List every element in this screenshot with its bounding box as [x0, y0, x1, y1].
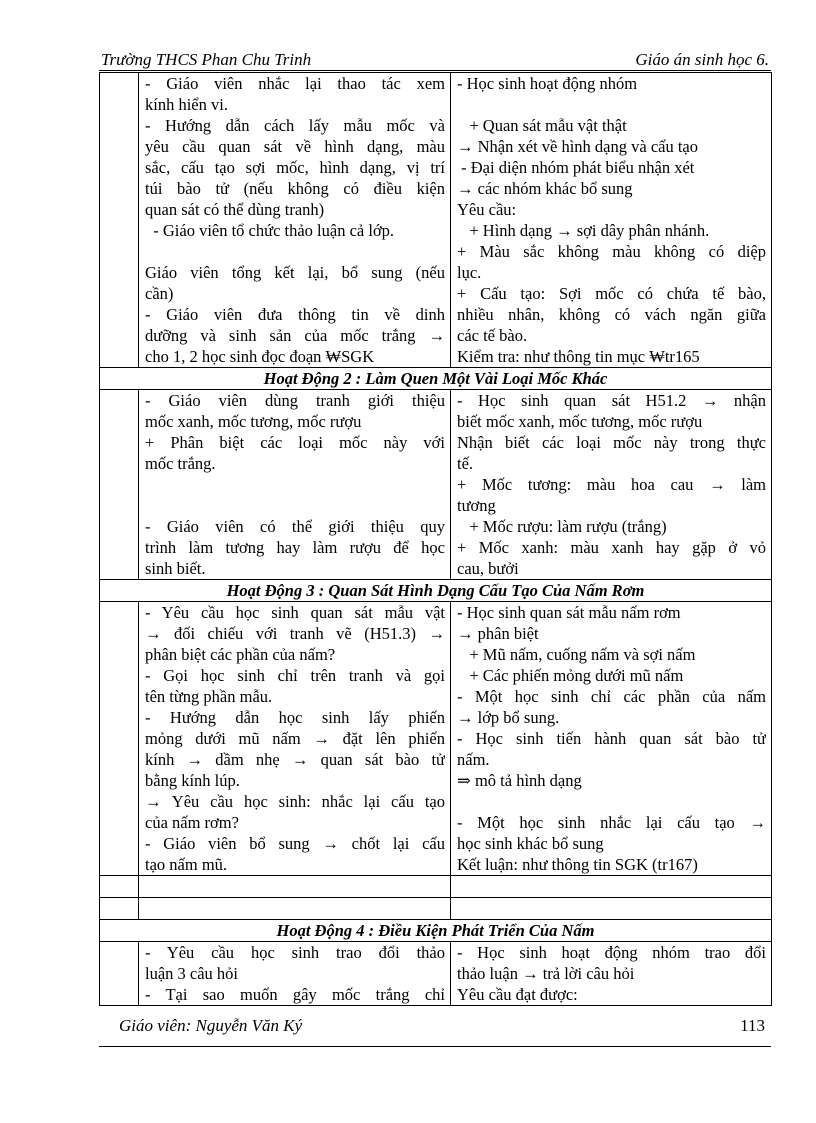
text-line: - Tại sao muốn gây mốc trắng chỉ [145, 985, 445, 1004]
blank-cell [139, 898, 451, 920]
text-line: - Học sinh hoạt động nhóm trao đổi [457, 943, 766, 962]
blank-cell [139, 876, 451, 898]
text-line: - Học sinh quan sát mẫu nấm rơm [457, 603, 681, 622]
text-line: - Giáo viên nhắc lại thao tác xem [145, 74, 445, 93]
text-line [457, 791, 766, 812]
text-line: - Học sinh tiến hành quan sát bào tử [457, 729, 766, 748]
text-line: + Quan sát mẫu vật thật [457, 116, 627, 135]
text-line: → Yêu cầu học sinh: nhắc lại cấu tạo [145, 792, 445, 811]
section4-student-cell [451, 942, 772, 1006]
text-line: + Cấu tạo: Sợi mốc có chứa tế bào, [457, 284, 766, 303]
text-line: - Giáo viên có thể giới thiệu quy [145, 517, 445, 536]
text-line: - Giáo viên tổ chức thảo luận cả lớp. [145, 221, 395, 240]
text-line: - Gọi học sinh chỉ trên tranh và gọi [145, 666, 445, 685]
text-line: → đối chiếu với tranh vẽ (H51.3) → [145, 624, 445, 643]
text-line: + Mốc tương: màu hoa cau → làm [457, 475, 766, 494]
section3-student-cell [451, 602, 772, 876]
text-line: - Học sinh quan sát H51.2 → nhận [457, 391, 766, 410]
text-line: yêu cầu quan sát về hình dạng, màu [145, 137, 445, 156]
text-line: Kiểm tra: như thông tin mục ₩tr165 [457, 347, 700, 366]
section1-teacher-cell [139, 73, 451, 368]
text-line: lục. [457, 263, 482, 282]
text-line: - Yêu cầu học sinh trao đổi thảo [145, 943, 445, 962]
blank-row [100, 898, 772, 920]
text-line: + Phân biệt các loại mốc này với [145, 433, 445, 452]
text-line [145, 241, 445, 262]
text-line: cho 1, 2 học sinh đọc đoạn ₩SGK [145, 347, 375, 366]
text-line: Kết luận: như thông tin SGK (tr167) [457, 855, 698, 874]
section3-teacher-cell [139, 602, 451, 876]
blank-cell [451, 898, 772, 920]
text-line: thảo luận → trả lời câu hỏi [457, 964, 635, 983]
text-line: tạo nấm mũ. [145, 855, 228, 874]
text-line: - Đại diện nhóm phát biểu nhận xét [457, 158, 695, 177]
blank-cell [451, 876, 772, 898]
text-line: - Giáo viên đưa thông tin về dinh [145, 305, 445, 324]
text-line: trình làm tương hay làm rượu để học [145, 538, 445, 557]
section4-row [100, 942, 772, 1006]
text-line: mốc trắng. [145, 454, 216, 473]
section3-index-cell [100, 602, 139, 876]
blank-row [100, 876, 772, 898]
header-rule [99, 70, 771, 71]
text-line: quan sát có thể dùng tranh) [145, 200, 325, 219]
text-line: → Nhận xét về hình dạng và cấu tạo [457, 137, 699, 156]
text-line: kính → dầm nhẹ → quan sát bào tử [145, 750, 445, 769]
text-line: sinh biết. [145, 559, 206, 578]
text-line: tương [457, 496, 496, 515]
text-line: của nấm rơm? [145, 813, 239, 832]
text-line: + Hình dạng → sợi dây phân nhánh. [457, 221, 710, 240]
text-line: - Hướng dẫn học sinh lấy phiến [145, 708, 445, 727]
text-line: - Học sinh hoạt động nhóm [457, 74, 638, 93]
text-line: nhiều nhân, không có vách ngăn giữa [457, 305, 766, 324]
activity-2-heading: Hoạt Động 2 : Làm Quen Một Vài Loại Mốc Khác [100, 368, 772, 390]
text-line: phân biệt các phần của nấm? [145, 645, 336, 664]
section2-index-cell [100, 390, 139, 580]
text-line: → các nhóm khác bổ sung [457, 179, 633, 198]
text-line: biết mốc xanh, mốc tương, mốc rượu [457, 412, 703, 431]
text-line: các tế bào. [457, 326, 528, 345]
heading-row [100, 368, 772, 390]
text-line [457, 94, 766, 115]
text-line: túi bào tử (nếu không có điều kiện [145, 179, 445, 198]
section4-index-cell [100, 942, 139, 1006]
text-line: + Mũ nấm, cuống nấm và sợi nấm [457, 645, 696, 664]
text-line: + Mốc rượu: làm rượu (trắng) [457, 517, 667, 536]
text-line: tên từng phần mẫu. [145, 687, 273, 706]
text-line: nấm. [457, 750, 490, 769]
page-header [99, 47, 771, 71]
text-line: Nhận biết các loại mốc này trong thực [457, 433, 766, 452]
lesson-table [99, 72, 772, 1006]
heading-row [100, 580, 772, 602]
section2-teacher-cell [139, 390, 451, 580]
section2-row [100, 390, 772, 580]
subject-title: Giáo án sinh học 6. [635, 50, 769, 69]
text-line: - Yêu cầu học sinh quan sát mẫu vật [145, 603, 445, 622]
page-number: 113 [740, 1016, 765, 1035]
text-line: - Một học sinh nhắc lại cấu tạo → [457, 813, 766, 832]
section1-index-cell [100, 73, 139, 368]
text-line: + Mốc xanh: màu xanh hay gặp ở vỏ [457, 538, 766, 557]
section1-row [100, 73, 772, 368]
page-footer [99, 1012, 771, 1047]
text-line: mỏng dưới mũ nấm → đặt lên phiến [145, 729, 445, 748]
text-line: → lớp bổ sung. [457, 708, 560, 727]
section1-student-cell [451, 73, 772, 368]
text-line [145, 495, 445, 516]
section2-student-cell [451, 390, 772, 580]
text-line: học sinh khác bổ sung [457, 834, 604, 853]
text-line: cau, bưởi [457, 559, 519, 578]
text-line: Yêu cầu: [457, 200, 517, 219]
text-line: - Một học sinh chỉ các phần của nấm [457, 687, 766, 706]
text-line: Yêu cầu đạt được: [457, 985, 578, 1004]
blank-cell [100, 898, 139, 920]
section3-row [100, 602, 772, 876]
text-line: - Giáo viên bổ sung → chốt lại cấu [145, 834, 445, 853]
heading-row [100, 920, 772, 942]
text-line: + Các phiến mỏng dưới mũ nấm [457, 666, 684, 685]
text-line: tế. [457, 454, 474, 473]
text-line: → phân biệt [457, 624, 539, 643]
text-line: - Giáo viên dùng tranh giới thiệu [145, 391, 445, 410]
text-line: ⇒ mô tả hình dạng [457, 771, 582, 790]
text-line: dưỡng và sinh sản của mốc trắng → [145, 326, 445, 345]
blank-cell [100, 876, 139, 898]
text-line: Giáo viên tổng kết lại, bổ sung (nếu [145, 263, 445, 282]
text-line: bằng kính lúp. [145, 771, 240, 790]
school-name: Trường THCS Phan Chu Trinh [101, 50, 312, 69]
text-line: + Màu sắc không màu không có diệp [457, 242, 766, 261]
teacher-name: Giáo viên: Nguyễn Văn Ký [119, 1016, 303, 1035]
text-line: kính hiển vi. [145, 95, 228, 114]
text-line: sắc, cấu tạo sợi mốc, hình dạng, vị trí [145, 158, 445, 177]
activity-3-heading: Hoạt Động 3 : Quan Sát Hình Dạng Cấu Tạo Của Nấm Rơm [100, 580, 772, 602]
text-line: cần) [145, 284, 174, 303]
text-line: mốc xanh, mốc tương, mốc rượu [145, 412, 362, 431]
text-line [145, 474, 445, 495]
section4-teacher-cell [139, 942, 451, 1006]
text-line: - Hướng dẫn cách lấy mẫu mốc và [145, 116, 445, 135]
text-line: luận 3 câu hỏi [145, 964, 239, 983]
activity-4-heading: Hoạt Động 4 : Điều Kiện Phát Triển Của Nấm [100, 920, 772, 942]
